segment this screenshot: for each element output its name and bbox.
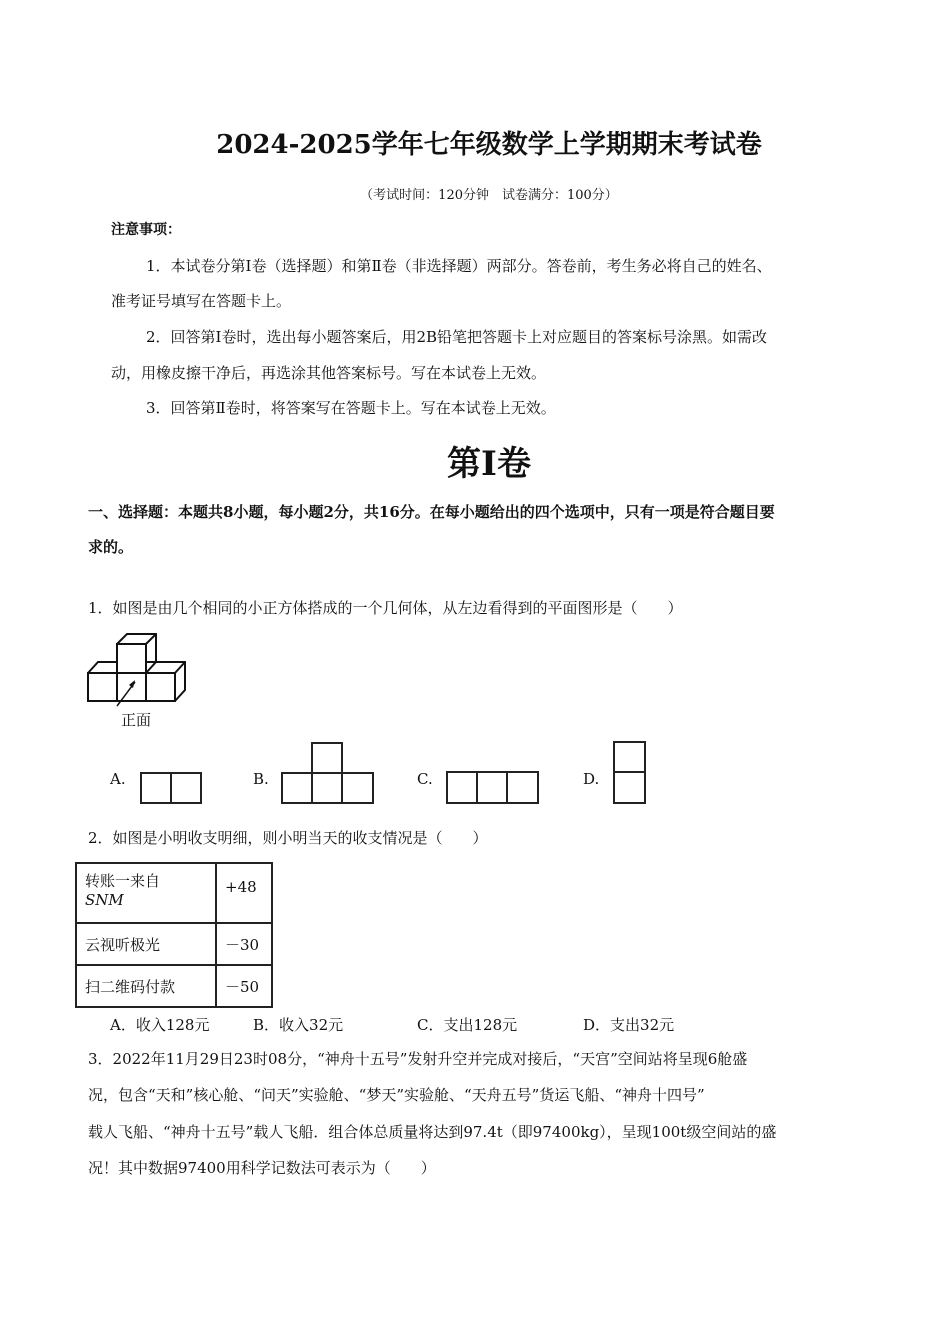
option-b-figure <box>281 742 375 804</box>
note-line: 准考证号填写在答题卡上。 <box>111 292 292 310</box>
note-line: 3．回答第Ⅱ卷时，将答案写在答题卡上。写在本试卷上无效。 <box>146 399 556 417</box>
cell-desc: 转账一来自 <box>85 872 161 890</box>
q1-option-d[interactable]: D. <box>583 770 600 788</box>
cell-amount: －50 <box>216 965 272 1007</box>
cell-desc: 云视听极光 <box>76 923 216 965</box>
q1-option-c[interactable]: C. <box>417 770 433 788</box>
note-line: 动，用橡皮擦干净后，再选涂其他答案标号。写在本试卷上无效。 <box>111 364 547 382</box>
page-title: 2024-2025学年七年级数学上学期期末考试卷 <box>216 130 762 160</box>
note-line: 2．回答第Ⅰ卷时，选出每小题答案后，用2B铅笔把答题卡上对应题目的答案标号涂黑。如需改 <box>146 328 768 346</box>
q3-line: 况！其中数据97400用科学记数法可表示为（ ） <box>88 1159 436 1177</box>
cell-amount: －30 <box>216 923 272 965</box>
table-row <box>76 863 272 923</box>
q1-option-a[interactable]: A. <box>110 770 126 788</box>
q3-line: 3．2022年11月29日23时08分，“神舟十五号”发射升空并完成对接后，“天宫”空间站将呈现6舱盛 <box>88 1050 748 1068</box>
option-a-figure <box>140 772 202 804</box>
q3-line: 载人飞船、“神舟十五号”载人飞船．组合体总质量将达到97.4t（即97400kg），呈现100t级空间站的盛 <box>88 1123 777 1141</box>
cell-desc-sub: SNM <box>85 891 124 909</box>
option-d-figure <box>613 741 647 804</box>
q1-stem: 1．如图是由几个相同的小正方体搭成的一个几何体，从左边看得到的平面图形是（ ） <box>88 599 683 617</box>
q2-option-c[interactable]: C．支出128元 <box>417 1016 518 1034</box>
note-line: 1．本试卷分第Ⅰ卷（选择题）和第Ⅱ卷（非选择题）两部分。答卷前，考生务必将自己的姓名、 <box>146 257 772 275</box>
section-heading: 一、选择题：本题共8小题，每小题2分，共16分。在每小题给出的四个选项中，只有一项是符合题目要 <box>88 503 775 521</box>
volume-heading: 第Ⅰ卷 <box>447 444 531 484</box>
cell-amount: +48 <box>216 863 272 923</box>
front-label: 正面 <box>121 711 152 729</box>
q1-option-b[interactable]: B. <box>253 770 269 788</box>
q2-option-d[interactable]: D．支出32元 <box>583 1016 675 1034</box>
notes-heading: 注意事项： <box>111 222 181 238</box>
cell-desc: 扫二维码付款 <box>76 965 216 1007</box>
q3-line: 况，包含“天和”核心舱、“问天”实验舱、“梦天”实验舱、“天舟五号”货运飞船、“神舟十四号” <box>88 1086 705 1104</box>
q2-option-a[interactable]: A．收入128元 <box>110 1016 210 1034</box>
table-row <box>76 965 272 1007</box>
q2-option-b[interactable]: B．收入32元 <box>253 1016 344 1034</box>
table-row <box>76 923 272 965</box>
section-heading: 求的。 <box>88 538 134 556</box>
option-c-figure <box>446 771 540 804</box>
q2-stem: 2．如图是小明收支明细，则小明当天的收支情况是（ ） <box>88 829 488 847</box>
q2-statement-table <box>75 862 273 1008</box>
exam-info: （考试时间：120分钟 试卷满分：100分） <box>360 188 618 203</box>
q1-cube-figure <box>85 630 195 710</box>
